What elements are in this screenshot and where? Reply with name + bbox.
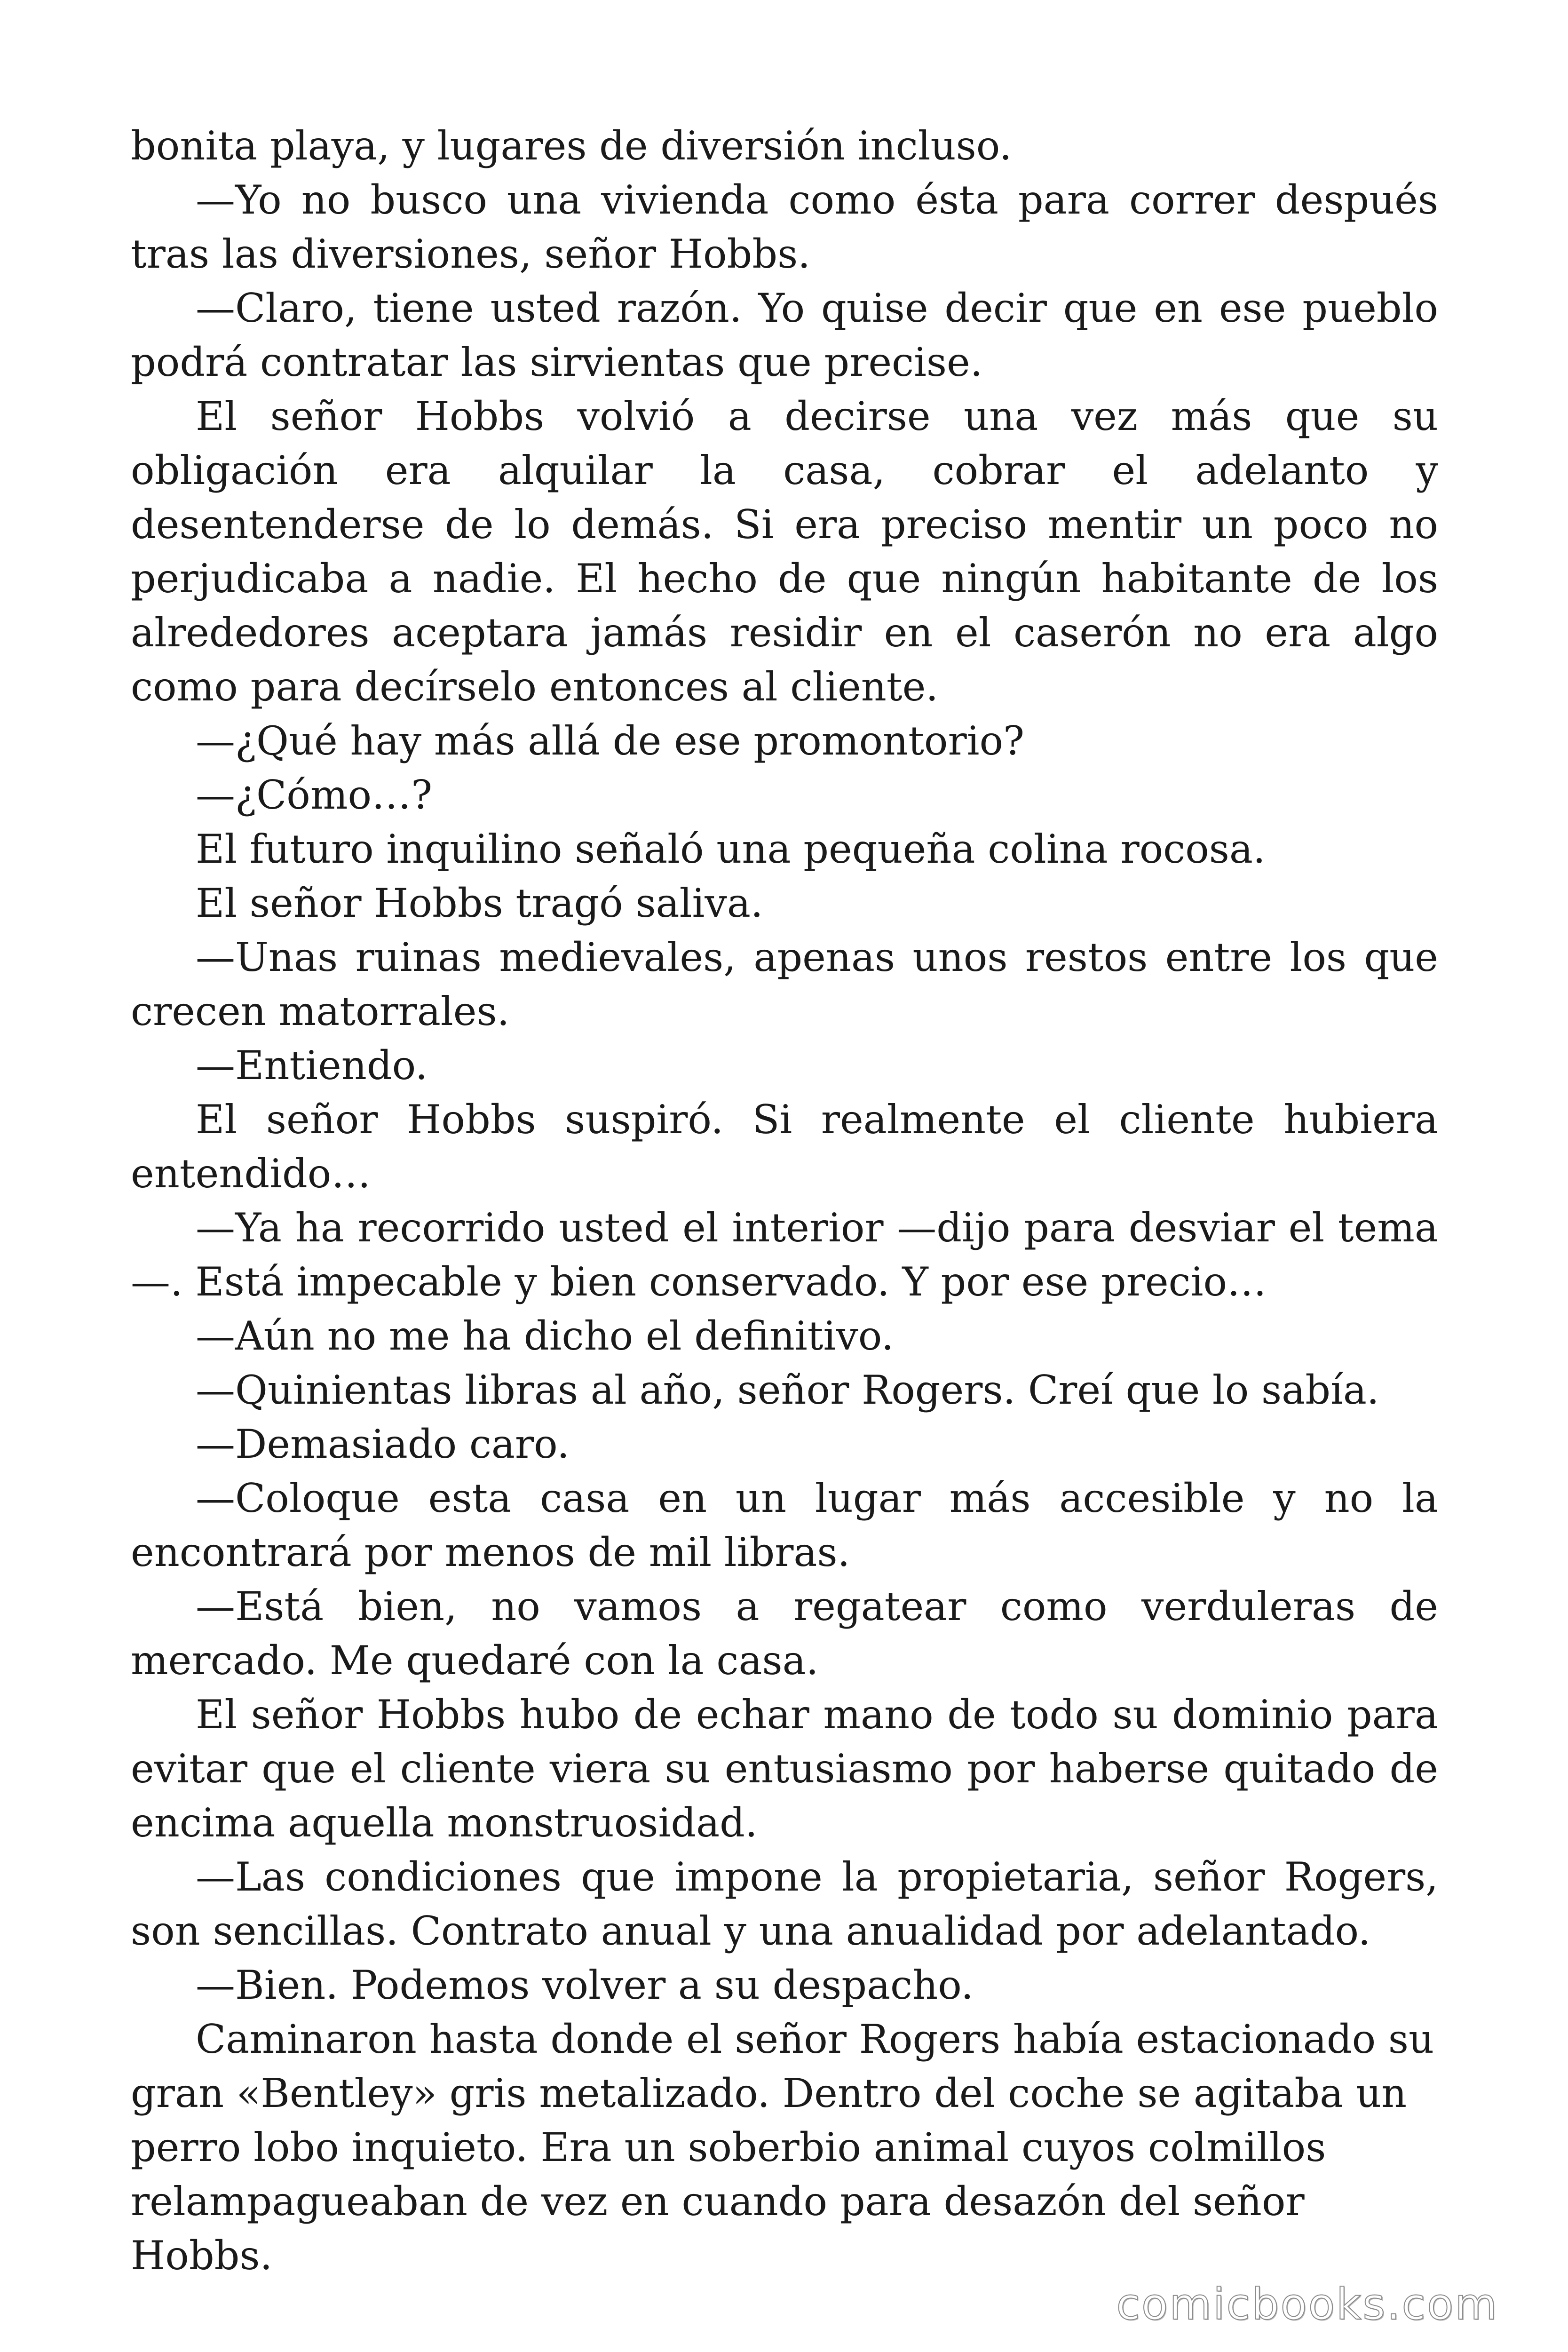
paragraph: El futuro inquilino señaló una pequeña colina rocosa. [196,826,1266,872]
paragraph: —Yo no busco una vivienda como ésta para correr después tras las diversiones, señor Hobbs. [131,177,1438,277]
paragraph: —Entiendo. [196,1042,428,1089]
paragraph: —Coloque esta casa en un lugar más accesible y no la encontrará por menos de mil libras. [131,1475,1438,1575]
paragraph: —Está bien, no vamos a regatear como verduleras de mercado. Me quedaré con la casa. [131,1583,1438,1684]
paragraph: —Aún no me ha dicho el definitivo. [196,1313,894,1359]
paragraph: Caminaron hasta donde el señor Rogers había estacionado su gran «Bentley» gris metalizado. Dentro del coche se agitaba un perro lobo inquieto. Era un soberbio animal cuyos colmillos relampagueaban de vez en cuando para desazón del señor Hobbs. [131,2016,1434,2279]
paragraph: —¿Qué hay más allá de ese promontorio? [196,718,1025,764]
watermark: comicbooks.com [1116,2279,1498,2329]
page-body [131,119,1438,2283]
paragraph: —Demasiado caro. [196,1421,570,1467]
paragraph: El señor Hobbs volvió a decirse una vez más que su obligación era alquilar la casa, cobrar el adelanto y desentenderse de lo demás. Si era preciso mentir un poco no perjudicaba a nadie. El hecho de que ningún habitante de los alrededores aceptara jamás residir en el caserón no era algo como para decírselo entonces al cliente. [131,393,1438,710]
paragraph: bonita playa, y lugares de diversión incluso. [131,123,1012,169]
paragraph: El señor Hobbs hubo de echar mano de todo su dominio para evitar que el cliente viera su entusiasmo por haberse quitado de encima aquella monstruosidad. [131,1692,1438,1846]
paragraph: —Unas ruinas medievales, apenas unos restos entre los que crecen matorrales. [131,934,1438,1034]
paragraph: El señor Hobbs tragó saliva. [196,880,763,926]
paragraph: —Claro, tiene usted razón. Yo quise decir que en ese pueblo podrá contratar las sirvientas que precise. [131,285,1438,385]
paragraph: —Quinientas libras al año, señor Rogers. Creí que lo sabía. [196,1367,1379,1413]
paragraph: —¿Cómo…? [196,772,433,818]
paragraph: —Las condiciones que impone la propietaria, señor Rogers, son sencillas. Contrato anual y una anualidad por adelantado. [131,1854,1438,1954]
paragraph: —Bien. Podemos volver a su despacho. [196,1962,974,2008]
paragraph: El señor Hobbs suspiró. Si realmente el cliente hubiera entendido… [131,1097,1438,1197]
paragraph: —Ya ha recorrido usted el interior —dijo para desviar el tema—. Está impecable y bien conservado. Y por ese precio… [131,1205,1438,1305]
